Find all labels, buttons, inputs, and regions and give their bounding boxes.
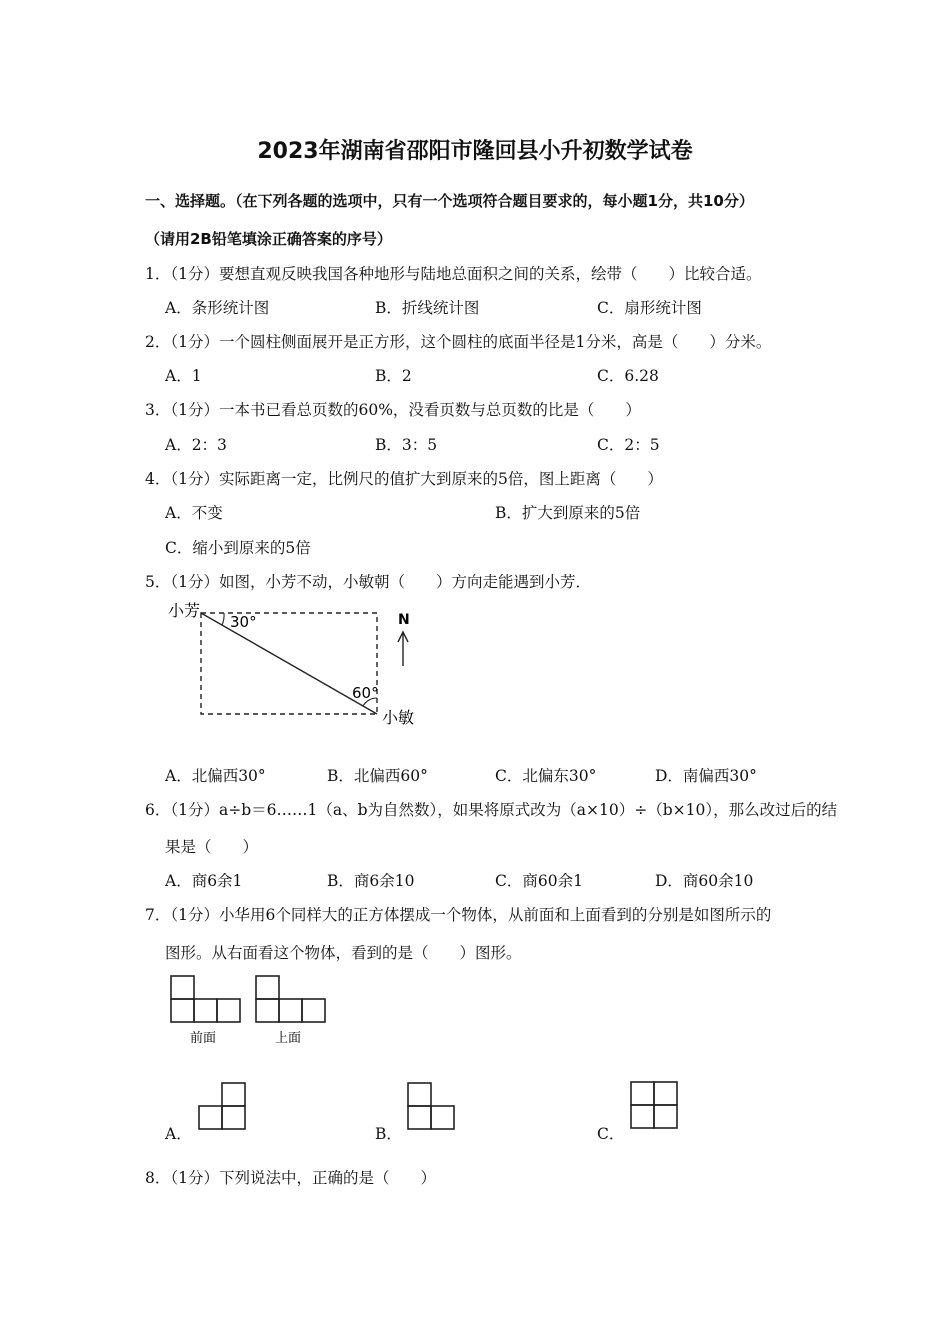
label-angle-30: 30°: [230, 613, 257, 631]
q7-option-c-figure[interactable]: [627, 1078, 683, 1134]
direction-figure: [160, 596, 430, 736]
q7-option-a[interactable]: A．: [165, 1125, 192, 1143]
diagonal-line: [201, 613, 377, 714]
question-2: 2．（1分）一个圆柱侧面展开是正方形，这个圆柱的底面半径是1分米，高是（ ）分米。: [145, 333, 772, 351]
view-figures: [165, 970, 335, 1050]
q2-option-c[interactable]: C．6.28: [597, 367, 659, 385]
label-xiaofang: 小芳: [168, 601, 201, 620]
q2-option-a[interactable]: A．1: [165, 367, 202, 385]
question-7: 7．（1分）小华用6个同样大的正方体摆成一个物体，从前面和上面看到的分别是如图所示的: [145, 906, 772, 924]
question-7-continued: 图形。从右面看这个物体，看到的是（ ）图形。: [165, 944, 522, 962]
top-view-label: 上面: [275, 1031, 302, 1046]
q7-option-a-figure[interactable]: [195, 1080, 251, 1136]
q3-option-c[interactable]: C．2：5: [597, 436, 660, 454]
q5-option-c[interactable]: C．北偏东30°: [495, 767, 597, 785]
q1-option-c[interactable]: C．扇形统计图: [597, 299, 702, 317]
front-view-grid: [171, 976, 240, 1022]
top-view-grid: [256, 976, 325, 1022]
section-note: （请用2B铅笔填涂正确答案的序号）: [145, 230, 392, 248]
q4-option-c[interactable]: C．缩小到原来的5倍: [165, 539, 311, 557]
q6-option-b[interactable]: B．商6余10: [327, 872, 415, 890]
section-heading: 一、选择题。（在下列各题的选项中，只有一个选项符合题目要求的，每小题1分，共10分）: [145, 192, 754, 210]
question-6: 6．（1分）a÷b＝6……1（a、b为自然数），如果将原式改为（a×10）÷（b×10），那么改过后的结: [145, 801, 838, 819]
angle-arc-top: [222, 613, 224, 625]
q5-option-b[interactable]: B．北偏西60°: [327, 767, 428, 785]
question-5: 5．（1分）如图，小芳不动，小敏朝（ ）方向走能遇到小芳．: [145, 573, 591, 591]
q3-option-a[interactable]: A．2：3: [165, 436, 227, 454]
label-angle-60: 60°: [352, 684, 379, 702]
front-view-label: 前面: [190, 1031, 217, 1046]
q4-option-a[interactable]: A．不变: [165, 504, 223, 522]
question-4: 4．（1分）实际距离一定，比例尺的值扩大到原来的5倍，图上距离（ ）: [145, 470, 663, 488]
q1-option-a[interactable]: A．条形统计图: [165, 299, 270, 317]
q5-option-d[interactable]: D．南偏西30°: [655, 767, 757, 785]
q2-option-b[interactable]: B．2: [375, 367, 412, 385]
q3-option-b[interactable]: B．3：5: [375, 436, 438, 454]
q4-option-b[interactable]: B．扩大到原来的5倍: [495, 504, 641, 522]
question-8: 8．（1分）下列说法中，正确的是（ ）: [145, 1169, 436, 1187]
north-label: N: [398, 612, 410, 628]
q6-option-c[interactable]: C．商60余1: [495, 872, 583, 890]
question-3: 3．（1分）一本书已看总页数的60%，没看页数与总页数的比是（ ）: [145, 401, 641, 419]
q6-option-d[interactable]: D．商60余10: [655, 872, 754, 890]
q1-option-b[interactable]: B．折线统计图: [375, 299, 480, 317]
q5-option-a[interactable]: A．北偏西30°: [165, 767, 266, 785]
q7-option-b[interactable]: B．: [375, 1125, 402, 1143]
page-title: 2023年湖南省邵阳市隆回县小升初数学试卷: [257, 139, 693, 164]
question-6-continued: 果是（ ）: [165, 838, 259, 856]
q7-option-c[interactable]: C．: [597, 1125, 625, 1143]
label-xiaomin: 小敏: [382, 708, 415, 727]
q7-option-b-figure[interactable]: [404, 1080, 460, 1136]
question-1: 1．（1分）要想直观反映我国各种地形与陆地总面积之间的关系，绘带（ ）比较合适。: [145, 265, 762, 283]
q6-option-a[interactable]: A．商6余1: [165, 872, 243, 890]
